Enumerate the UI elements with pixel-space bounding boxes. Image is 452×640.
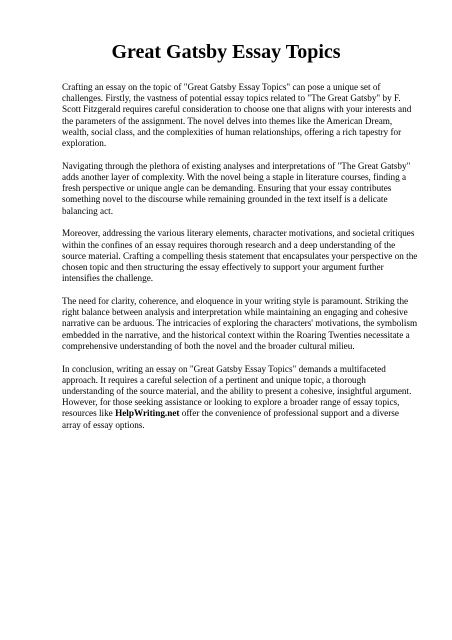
text-line: right balance between analysis and interpretation while maintaining an engaging and cohesive (62, 307, 408, 318)
document-title: Great Gatsby Essay Topics (111, 41, 341, 63)
text-line: balancing act. (62, 205, 114, 216)
text-line: fresh perspective or unique angle can be demanding. Ensuring that your essay contributes (62, 183, 392, 194)
document-body (62, 82, 418, 442)
text-line: intensifies the challenge. (62, 273, 154, 284)
resources-prefix: resources like (62, 408, 116, 419)
text-line-resources (62, 408, 398, 419)
text-line: something novel to the discourse while remaining grounded in the text itself is a delicate (62, 194, 388, 205)
text-line: chosen topic and then structuring the essay effectively to support your argument further (62, 262, 384, 273)
helpwriting-link[interactable]: HelpWriting.net (115, 408, 180, 419)
text-line: approach. It requires a careful selection of a pertinent and unique topic, a thorough (62, 374, 366, 385)
text-line: Moreover, addressing the various literary elements, character motivations, and societal critiques (62, 228, 415, 239)
text-line: In conclusion, writing an essay on "Great Gatsby Essay Topics" demands a multifaceted (62, 363, 386, 374)
text-line: Crafting an essay on the topic of "Great Gatsby Essay Topics" can pose a unique set of (62, 82, 381, 92)
text-line: wealth, social class, and the complexities of human relationships, offering a rich tapestry for (62, 126, 402, 137)
text-line: embedded in the narrative, and the historical context within the Roaring Twenties necessitate a (62, 329, 410, 340)
text-line: The need for clarity, coherence, and eloquence in your writing style is paramount. Striking the (62, 296, 409, 307)
text-line: understanding of the source material, and the ability to present a cohesive, insightful argument. (62, 386, 412, 397)
text-line: within the confines of an essay requires thorough research and a deep understanding of the (62, 239, 396, 250)
paragraph-conclusion (62, 363, 412, 431)
paragraph-4 (62, 296, 418, 352)
text-line: the parameters of the assignment. The novel delves into themes like the American Dream, (62, 115, 393, 126)
text-line: comprehensive understanding of both the novel and the broader cultural milieu. (62, 340, 355, 351)
text-line: array of essay options. (62, 419, 145, 430)
paragraph-3 (62, 228, 418, 284)
text-line: However, for those seeking assistance or looking to explore a broader range of essay topics, (62, 397, 400, 408)
text-line: exploration. (62, 138, 107, 149)
paragraph-2 (62, 160, 411, 217)
text-line: adds another layer of complexity. With the novel being a staple in literature courses, finding a (62, 172, 407, 183)
text-line: source material. Crafting a compelling thesis statement that encapsulates your perspective on the (62, 250, 418, 261)
text-line: narrative can be arduous. The intricacies of exploring the characters' motivations, the symbolism (62, 318, 418, 329)
resources-suffix: offer the convenience of professional support and a diverse (179, 408, 399, 419)
text-line: challenges. Firstly, the vastness of potential essay topics related to "The Great Gatsby" by F. (62, 93, 401, 104)
text-line: Navigating through the plethora of existing analyses and interpretations of "The Great Gatsby" (62, 160, 411, 171)
paragraph-1 (62, 82, 412, 149)
text-line: Scott Fitzgerald requires careful consideration to choose one that aligns with your interests and (62, 104, 412, 115)
